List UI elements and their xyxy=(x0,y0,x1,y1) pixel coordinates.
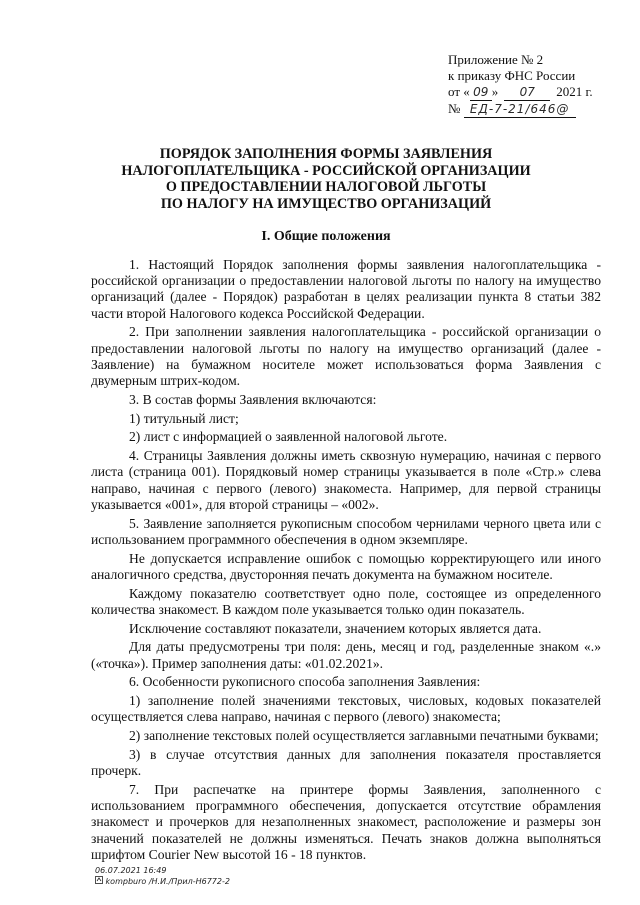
paragraph: Каждому показателю соответствует одно поле, состоящее из определенного количества знакомест. В каждом поле указывается только один показатель. xyxy=(91,585,601,617)
number-prefix: № xyxy=(448,101,461,116)
paragraph: Не допускается исправление ошибок с помощью корректирующего или иного аналогичного средства, двусторонняя печать документа на бумажном носителе. xyxy=(91,550,601,582)
paragraph: 3. В состав формы Заявления включаются: xyxy=(129,391,377,407)
handwritten-month: 07 xyxy=(504,84,550,101)
appendix-date xyxy=(448,84,608,101)
handwritten-order-number: ЕД-7-21/646@ xyxy=(464,101,576,118)
date-prefix: от « xyxy=(448,84,470,99)
paragraph: 4. Страницы Заявления должны иметь сквозную нумерацию, начиная с первого листа (страница 001). Порядковый номер страницы указывается в поле «Стр.» слева направо, начиная с первого (левого) знакоместа. Например, для первой страницы указывается «001», для второй страницы – «002». xyxy=(91,448,601,512)
document-title xyxy=(60,146,592,212)
title-line: О ПРЕДОСТАВЛЕНИИ НАЛОГОВОЙ ЛЬГОТЫ xyxy=(165,179,487,195)
appendix-title: Приложение № 2 xyxy=(448,52,544,67)
appendix-number xyxy=(448,101,608,118)
paragraph: 2. При заполнении заявления налогоплательщика - российской организации о предоставлении налоговой льготы по налогу на имущество организаций (далее - Заявление) на бумажном носителе может использоваться форма Заявления с двумерным штрих-кодом. xyxy=(91,324,601,389)
title-line: ПО НАЛОГУ НА ИМУЩЕСТВО ОРГАНИЗАЦИЙ xyxy=(160,195,492,212)
paragraph: 3) в случае отсутствия данных для заполнения показателя проставляется прочерк. xyxy=(91,747,601,779)
footer xyxy=(95,866,230,887)
paragraph: 1) титульный лист; xyxy=(129,410,239,426)
paragraph: Для даты предусмотрены три поля: день, месяц и год, разделенные знаком «.» («точка»). Пример заполнения даты: «01.02.2021». xyxy=(91,639,601,671)
section-heading: I. Общие положения xyxy=(261,229,391,244)
paragraph: 1) заполнение полей значениями текстовых, числовых, кодовых показателей осуществляется слева направо, начиная с первого (левого) знакоместа; xyxy=(91,693,601,725)
date-year: 2021 г. xyxy=(556,84,593,99)
paragraph: 5. Заявление заполняется рукописным способом чернилами черного цвета или с использованием программного обеспечения в одном экземпляре. xyxy=(91,515,601,547)
paragraph: Исключение составляют показатели, значением которых является дата. xyxy=(129,620,542,636)
handwritten-day: 09 xyxy=(470,84,492,101)
paragraph: 2) заполнение текстовых полей осуществляется заглавными печатными буквами; xyxy=(129,728,599,744)
footer-author: kompburo /Н.И./Прил-H6772-2 xyxy=(105,877,230,886)
paragraph: 1. Настоящий Порядок заполнения формы заявления налогоплательщика - российской организации о предоставлении налоговой льготы по налогу на имущество организаций (далее - Порядок) разработан в целях реализации пункта 8 статьи 382 части второй Налогового кодекса Российской Федерации. xyxy=(91,257,601,321)
paragraph: 7. При распечатке на принтере формы Заявления, заполненного с использованием программного обеспечения, допускается отсутствие обрамления знакомест и прочерков для незаполненных знакомест, расположение и размеры зон значений показателей не должны изменяться. Печать знаков должна выполняться шрифтом Courier New высотой 16 - 18 пунктов. xyxy=(91,782,601,862)
appendix-block xyxy=(448,52,608,118)
paragraph: 2) лист с информацией о заявленной налоговой льготе. xyxy=(129,429,448,445)
title-line: ПОРЯДОК ЗАПОЛНЕНИЯ ФОРМЫ ЗАЯВЛЕНИЯ xyxy=(159,146,493,162)
appendix-order: к приказу ФНС России xyxy=(448,68,576,83)
footer-author-line xyxy=(95,876,230,887)
document-body xyxy=(91,257,601,866)
date-close-quote: » xyxy=(491,84,499,99)
document-signature-icon xyxy=(95,877,106,886)
paragraph: 6. Особенности рукописного способа заполнения Заявления: xyxy=(129,674,481,690)
footer-timestamp: 06.07.2021 16:49 xyxy=(95,866,167,875)
title-line: НАЛОГОПЛАТЕЛЬЩИКА - РОССИЙСКОЙ ОРГАНИЗАЦИИ xyxy=(121,162,531,179)
